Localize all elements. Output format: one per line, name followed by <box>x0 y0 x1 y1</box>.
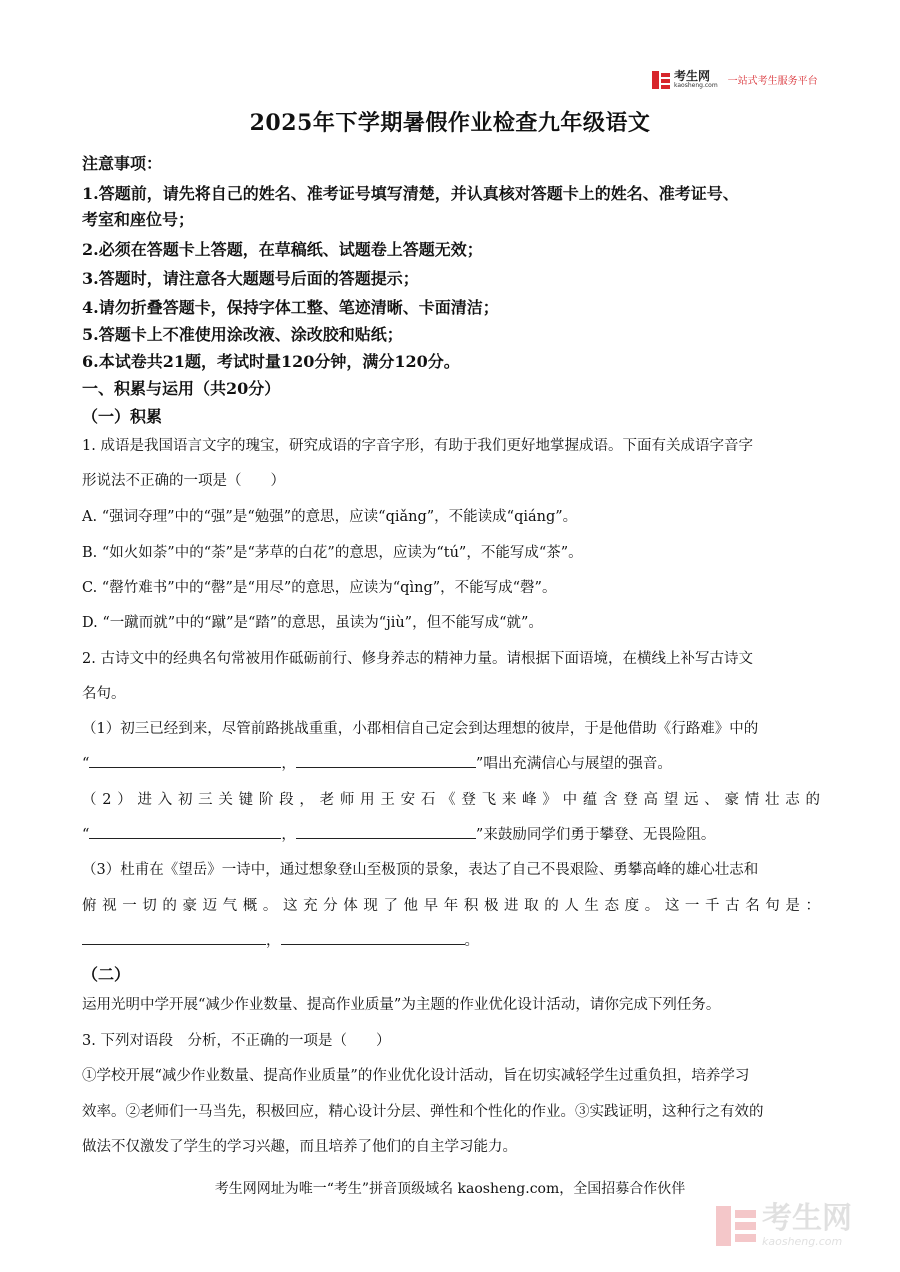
brand-name: 考生网 <box>674 69 711 83</box>
close-text: ”唱出充满信心与展望的强音。 <box>475 756 672 772</box>
q2-sub3-text: （3）杜甫在《望岳》一诗中，通过想象登山至极顶的景象，表达了自己不畏艰险、勇攀高峰的雄心壮志和 <box>82 862 759 878</box>
brand-header[interactable] <box>652 70 818 89</box>
note-item-6: 6.本试卷共21题，考试时量120分钟，满分120分。 <box>82 352 460 371</box>
part-heading-2: （二） <box>82 965 131 984</box>
answer-blank[interactable] <box>296 753 476 768</box>
brand-text <box>674 70 718 89</box>
note-item-1: 1.答题前，请先将自己的姓名、准考证号填写清楚，并认真核对答题卡上的姓名、准考证号、 <box>82 184 739 203</box>
note-item-4: 4.请勿折叠答题卡，保持字体工整、笔迹清晰、卡面清洁； <box>82 298 499 317</box>
q1-option-c: C. “罄竹难书”中的“罄”是“用尽”的意思，应读为“qìng”，不能写成“磬”。 <box>82 580 557 596</box>
kaosheng-logo-icon <box>652 71 670 89</box>
q2-sub2-text: （2）进入初三关键阶段，老师用王安石《登飞来峰》中蕴含登高望远、豪情壮志的 <box>82 792 820 808</box>
q2-sub3-answer-line <box>82 929 479 950</box>
q1-option-a: A. “强词夺理”中的“强”是“勉强”的意思，应读“qiǎng”，不能读成“qiáng”。 <box>82 509 578 525</box>
watermark-text <box>762 1201 852 1248</box>
q1-option-b: B. “如火如荼”中的“荼”是“茅草的白花”的意思，应读为“tú”，不能写成“茶”。 <box>82 545 583 561</box>
answer-blank[interactable] <box>281 930 465 945</box>
comma: ， <box>266 933 281 949</box>
watermark <box>716 1201 852 1248</box>
q3-passage-1: ①学校开展“减少作业数量、提高作业质量”的作业优化设计活动，旨在切实减轻学生过重负担，培养学习 <box>82 1068 750 1084</box>
q2-sub2-answer-line <box>82 823 715 844</box>
q3-stem: 3. 下列对语段 分析，不正确的一项是（ ） <box>82 1033 391 1049</box>
q2-sub1-answer-line <box>82 752 672 773</box>
brand-slogan: 一站式考生服务平台 <box>727 76 818 87</box>
q2-stem-cont: 名句。 <box>82 686 126 702</box>
q3-passage-3: 做法不仅激发了学生的学习兴趣，而且培养了他们的自主学习能力。 <box>82 1139 517 1155</box>
open-quote: “ <box>82 756 90 772</box>
note-item-5: 5.答题卡上不准使用涂改液、涂改胶和贴纸； <box>82 325 403 344</box>
footer-note: 考生网网址为唯一“考生”拼音顶级域名 kaosheng.com，全国招募合作伙伴 <box>214 1181 686 1197</box>
activity-intro: 运用光明中学开展“减少作业数量、提高作业质量”为主题的作业优化设计活动，请你完成下列任务。 <box>82 997 721 1013</box>
q2-sub3-text-cont: 俯视一切的豪迈气概。这充分体现了他早年积极进取的人生态度。这一千古名句是： <box>82 898 820 914</box>
q1-stem: 1. 成语是我国语言文字的瑰宝，研究成语的字音字形，有助于我们更好地掌握成语。下面有关成语字音字 <box>82 438 753 454</box>
section-heading: 一、积累与运用（共20分） <box>82 379 281 398</box>
q2-stem: 2. 古诗文中的经典名句常被用作砥砺前行、修身养志的精神力量。请根据下面语境，在横线上补写古诗文 <box>82 651 753 667</box>
close-text: ”来鼓励同学们勇于攀登、无畏险阻。 <box>475 827 716 843</box>
exam-title: 2025年下学期暑假作业检查九年级语文 <box>249 110 651 136</box>
watermark-name: 考生网 <box>762 1201 852 1236</box>
q3-passage-2: 效率。②老师们一马当先，积极回应，精心设计分层、弹性和个性化的作业。③实践证明，这种行之有效的 <box>82 1104 764 1120</box>
comma: ， <box>281 756 296 772</box>
open-quote: “ <box>82 827 90 843</box>
note-item-3: 3.答题时，请注意各大题题号后面的答题提示； <box>82 269 419 288</box>
note-item-2: 2.必须在答题卡上答题，在草稿纸、试题卷上答题无效； <box>82 240 483 259</box>
period: 。 <box>464 933 479 949</box>
comma: ， <box>281 827 296 843</box>
answer-blank[interactable] <box>296 824 476 839</box>
q1-option-d: D. “一蹴而就”中的“蹴”是“踏”的意思，虽读为“jiù”，但不能写成“就”。 <box>82 615 543 631</box>
answer-blank[interactable] <box>82 930 266 945</box>
watermark-logo-icon <box>716 1206 756 1246</box>
part-heading-1: （一）积累 <box>82 407 163 426</box>
q2-sub1-text: （1）初三已经到来，尽管前路挑战重重，小郡相信自己定会到达理想的彼岸，于是他借助《行路难》中的 <box>82 721 759 737</box>
notes-heading: 注意事项： <box>82 154 163 173</box>
brand-domain: kaosheng.com <box>674 82 718 89</box>
q1-stem-cont: 形说法不正确的一项是（ ） <box>82 473 285 489</box>
note-item-1-cont: 考室和座位号； <box>82 210 195 229</box>
answer-blank[interactable] <box>89 753 281 768</box>
answer-blank[interactable] <box>89 824 281 839</box>
watermark-domain: kaosheng.com <box>762 1235 843 1248</box>
